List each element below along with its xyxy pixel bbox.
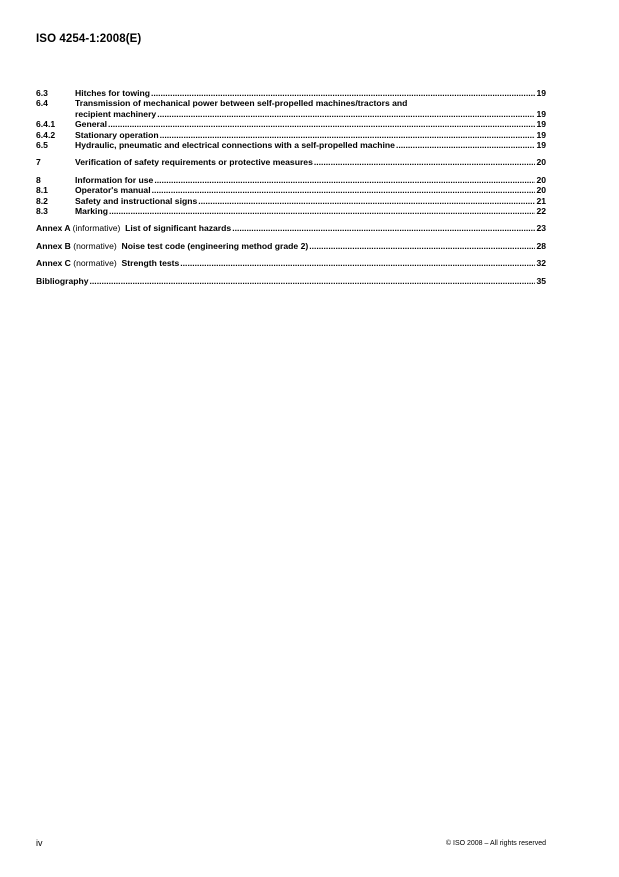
- dot-leader: [109, 206, 535, 216]
- dot-leader: [198, 196, 535, 206]
- toc-entry-title: Marking: [75, 206, 108, 217]
- toc-entry-annex-c[interactable]: [36, 258, 546, 268]
- toc-entry-title: Hitches for towing: [75, 88, 150, 98]
- toc-entry-number: 6.4.2: [36, 129, 56, 140]
- toc-entry-6-4-2[interactable]: [36, 130, 546, 140]
- toc-entry-page: 19: [536, 108, 546, 119]
- toc-entry-page: 22: [536, 206, 546, 217]
- toc-entry-number: 8.1: [36, 185, 48, 196]
- annex-label: Annex B: [36, 240, 71, 251]
- dot-leader: [154, 175, 535, 185]
- toc-entry-title: Hydraulic, pneumatic and electrical connections with a self-propelled machine: [75, 140, 395, 151]
- toc-entry-title: Stationary operation: [75, 129, 159, 140]
- page-number: iv: [36, 838, 43, 848]
- toc-entry-page: 20: [536, 185, 546, 196]
- toc-entry-6-3[interactable]: [36, 88, 546, 98]
- toc-entry-annex-b[interactable]: [36, 241, 546, 251]
- table-of-contents: [36, 88, 546, 286]
- dot-leader: [396, 140, 535, 150]
- document-id-header: ISO 4254-1:2008(E): [36, 33, 142, 45]
- toc-entry-title-continued: recipient machinery: [75, 108, 157, 119]
- toc-entry-title: Safety and instructional signs: [75, 195, 198, 206]
- annex-label: Annex C: [36, 258, 71, 269]
- toc-entry-title: General: [75, 119, 108, 130]
- toc-entry-8-2[interactable]: [36, 196, 546, 206]
- copyright-notice: © ISO 2008 – All rights reserved: [445, 840, 546, 847]
- toc-entry-6-4[interactable]: [36, 98, 546, 108]
- toc-entry-title: Verification of safety requirements or protective measures: [75, 157, 313, 168]
- toc-entry-number: 7: [36, 157, 41, 168]
- toc-entry-annex-a[interactable]: [36, 223, 546, 233]
- toc-entry-number: 6.3: [36, 88, 48, 98]
- toc-entry-number: 8.2: [36, 195, 48, 206]
- toc-entry-page: 20: [536, 174, 546, 185]
- dot-leader: [152, 185, 536, 195]
- dot-leader: [151, 88, 535, 98]
- toc-entry-page: 28: [536, 240, 546, 251]
- dot-leader: [157, 109, 535, 119]
- toc-entry-page: 35: [536, 275, 546, 286]
- toc-entry-title: Bibliography: [36, 275, 89, 286]
- toc-entry-page: 20: [536, 157, 546, 168]
- toc-entry-number: 6.4: [36, 98, 48, 109]
- toc-entry-page: 19: [536, 129, 546, 140]
- annex-kind: (informative): [72, 223, 121, 234]
- toc-entry-6-4-continued[interactable]: [36, 109, 546, 119]
- toc-entry-8[interactable]: [36, 175, 546, 185]
- toc-entry-page: 21: [536, 195, 546, 206]
- toc-entry-page: 23: [536, 223, 546, 234]
- toc-entry-number: 8: [36, 174, 41, 185]
- toc-entry-title: Strength tests: [121, 258, 180, 269]
- toc-entry-6-4-1[interactable]: [36, 119, 546, 129]
- toc-entry-number: 8.3: [36, 206, 48, 217]
- toc-entry-6-5[interactable]: [36, 140, 546, 150]
- dot-leader: [108, 119, 535, 129]
- toc-entry-title: Information for use: [75, 174, 154, 185]
- toc-entry-title: Operator's manual: [75, 185, 151, 196]
- toc-entry-title: Noise test code (engineering method grade 2): [121, 240, 309, 251]
- annex-kind: (normative): [73, 240, 117, 251]
- dot-leader: [90, 276, 536, 286]
- toc-entry-number: 6.4.1: [36, 119, 56, 130]
- dot-leader: [180, 258, 535, 268]
- annex-kind: (normative): [73, 258, 117, 269]
- toc-entry-number: 6.5: [36, 140, 48, 151]
- toc-entry-8-3[interactable]: [36, 206, 546, 216]
- annex-label: Annex A: [36, 223, 71, 234]
- toc-entry-page: 19: [536, 88, 546, 98]
- toc-entry-title: List of significant hazards: [125, 223, 232, 234]
- toc-entry-8-1[interactable]: [36, 185, 546, 195]
- dot-leader: [309, 241, 535, 251]
- toc-entry-title: Transmission of mechanical power between self-propelled machines/tractors and: [75, 98, 408, 109]
- dot-leader: [232, 223, 535, 233]
- toc-entry-7[interactable]: [36, 157, 546, 167]
- dot-leader: [314, 157, 536, 167]
- toc-entry-bibliography[interactable]: [36, 276, 546, 286]
- toc-entry-page: 32: [536, 258, 546, 269]
- toc-entry-page: 19: [536, 119, 546, 130]
- dot-leader: [160, 130, 536, 140]
- toc-entry-page: 19: [536, 140, 546, 151]
